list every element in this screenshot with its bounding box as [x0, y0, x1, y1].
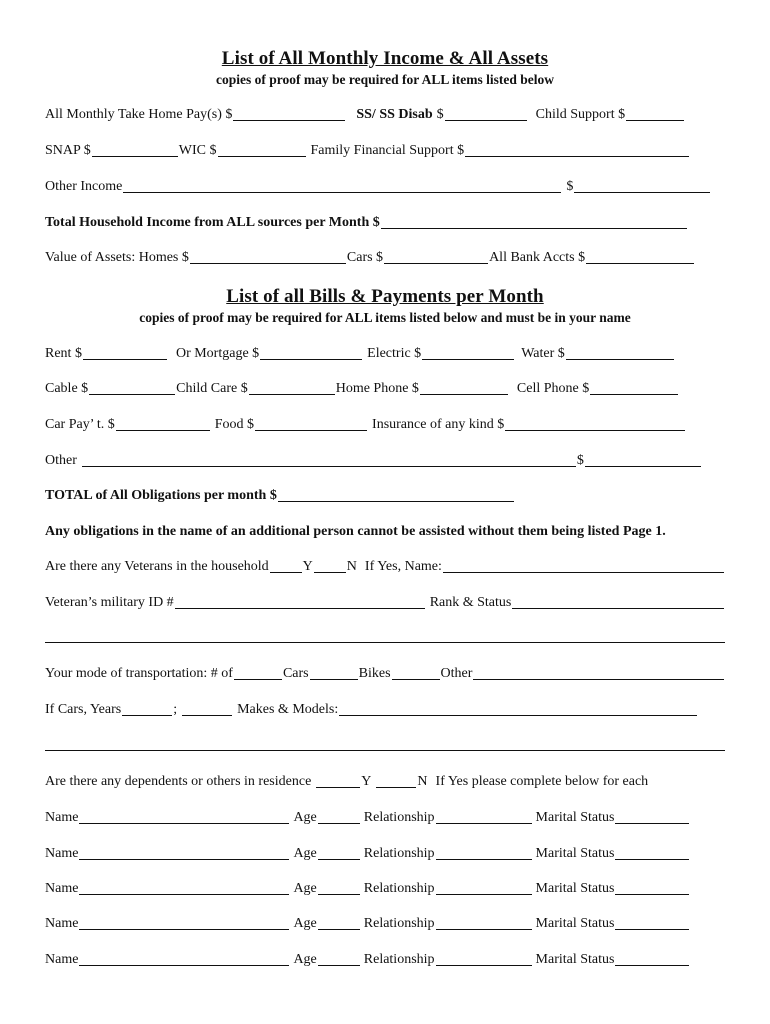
dependent-age-label: Age [293, 846, 317, 861]
cars-extra-line[interactable] [45, 750, 725, 751]
dependent-marital-status-field[interactable] [615, 915, 689, 930]
dependent-age-field[interactable] [318, 809, 360, 824]
dependent-relationship-label: Relationship [363, 810, 435, 825]
dependent-marital-status-field[interactable] [615, 880, 689, 895]
dependent-age-field[interactable] [318, 951, 360, 966]
bikes-count-field[interactable] [310, 665, 358, 680]
income-row-5 [45, 248, 725, 266]
dependent-marital-status-label: Marital Status [535, 810, 615, 825]
wic-label: WIC $ [178, 143, 217, 158]
income-row-1 [45, 105, 725, 123]
income-title: List of All Monthly Income & All Assets [221, 48, 549, 69]
home-phone-label: Home Phone $ [335, 381, 419, 396]
dependent-name-field[interactable] [79, 951, 289, 966]
veterans-no-label: N [346, 559, 357, 574]
dependents-question: Are there any dependents or others in residence [45, 774, 312, 789]
dependent-marital-status-label: Marital Status [535, 916, 615, 931]
obligations-notice-row [45, 522, 725, 540]
dependent-age-field[interactable] [318, 915, 360, 930]
assets-bank-field[interactable] [586, 249, 694, 264]
veterans-if-yes-label: If Yes, Name: [364, 559, 442, 574]
electric-field[interactable] [422, 345, 514, 360]
mortgage-label: Or Mortgage $ [175, 346, 260, 361]
dependent-name-label: Name [45, 846, 79, 861]
mortgage-field[interactable] [260, 345, 362, 360]
total-obligations-field[interactable] [278, 487, 514, 502]
dependent-relationship-label: Relationship [363, 881, 435, 896]
military-id-field[interactable] [175, 594, 425, 609]
veterans-yes-field[interactable] [270, 558, 302, 573]
child-care-field[interactable] [249, 380, 335, 395]
veterans-no-field[interactable] [314, 558, 346, 573]
other-income-label: Other Income [45, 179, 123, 194]
income-subtitle: copies of proof may be required for ALL items listed below [216, 72, 554, 87]
dependent-age-label: Age [293, 810, 317, 825]
veteran-name-field[interactable] [443, 558, 724, 573]
transport-other-field[interactable] [473, 665, 724, 680]
dependent-relationship-label: Relationship [363, 916, 435, 931]
bills-title: List of all Bills & Payments per Month [226, 286, 544, 307]
dependent-age-field[interactable] [318, 845, 360, 860]
insurance-field[interactable] [505, 416, 685, 431]
dependent-relationship-field[interactable] [436, 809, 532, 824]
dependent-name-field[interactable] [79, 880, 289, 895]
dependents-no-field[interactable] [376, 773, 416, 788]
dependent-row [45, 914, 725, 932]
income-row-4 [45, 213, 725, 231]
veteran-extra-line[interactable] [45, 642, 725, 643]
cars-label: Cars [282, 666, 309, 681]
bills-row-5 [45, 486, 725, 504]
total-obligations-label: TOTAL of All Obligations per month $ [45, 488, 277, 503]
bills-row-3 [45, 415, 725, 433]
cars-details-row [45, 700, 725, 718]
transportation-label: Your mode of transportation: # of [45, 666, 233, 681]
dependent-name-label: Name [45, 952, 79, 967]
total-household-label: Total Household Income from ALL sources per Month $ [45, 215, 380, 230]
dependent-age-field[interactable] [318, 880, 360, 895]
home-phone-field[interactable] [420, 380, 508, 395]
bills-row-2 [45, 379, 725, 397]
other-income-dollar: $ [566, 179, 574, 194]
dependent-relationship-field[interactable] [436, 915, 532, 930]
cable-label: Cable $ [45, 381, 89, 396]
dependent-relationship-label: Relationship [363, 846, 435, 861]
other-count-field[interactable] [392, 665, 440, 680]
dependent-name-label: Name [45, 810, 79, 825]
bills-row-4 [45, 451, 725, 469]
veteran-id-row [45, 593, 725, 611]
rent-label: Rent $ [45, 346, 82, 361]
car-payment-label: Car Pay’ t. $ [45, 417, 115, 432]
snap-label: SNAP $ [45, 143, 91, 158]
dependents-no-label: N [417, 774, 428, 789]
food-label: Food $ [214, 417, 255, 432]
other-income-field[interactable] [123, 178, 561, 193]
family-support-label: Family Financial Support $ [310, 143, 465, 158]
cars-count-field[interactable] [234, 665, 282, 680]
cable-field[interactable] [89, 380, 175, 395]
car-years-field-2[interactable] [182, 701, 232, 716]
dependent-row [45, 808, 725, 826]
family-support-field[interactable] [465, 142, 689, 157]
dependent-age-label: Age [293, 952, 317, 967]
dependent-relationship-field[interactable] [436, 845, 532, 860]
dependent-marital-status-field[interactable] [615, 845, 689, 860]
dependent-marital-status-label: Marital Status [535, 881, 615, 896]
rent-field[interactable] [83, 345, 167, 360]
car-years-separator: ; [173, 702, 178, 717]
other-income-amount-field[interactable] [574, 178, 710, 193]
insurance-label: Insurance of any kind $ [372, 417, 505, 432]
dependent-name-label: Name [45, 881, 79, 896]
dependent-marital-status-field[interactable] [615, 809, 689, 824]
take-home-pay-field[interactable] [233, 106, 345, 121]
child-support-label: Child Support $ [535, 107, 626, 122]
ss-disab-label: SS/ SS Disab [356, 107, 433, 122]
child-care-label: Child Care $ [176, 381, 248, 396]
income-row-2 [45, 141, 725, 159]
veterans-yes-label: Y [302, 559, 313, 574]
rank-status-label: Rank & Status [429, 595, 512, 610]
obligations-notice: Any obligations in the name of an additional person cannot be assisted without them being listed Page 1. [45, 524, 666, 539]
dependent-marital-status-field[interactable] [615, 951, 689, 966]
food-field[interactable] [255, 416, 367, 431]
dependent-relationship-field[interactable] [436, 880, 532, 895]
transportation-row [45, 664, 725, 682]
car-years-field[interactable] [122, 701, 172, 716]
other-bills-amount-field[interactable] [585, 452, 701, 467]
dependents-instruction: If Yes please complete below for each [435, 774, 649, 789]
income-row-3 [45, 177, 725, 195]
other-bills-field[interactable] [82, 452, 576, 467]
dependent-marital-status-label: Marital Status [535, 952, 615, 967]
makes-models-field[interactable] [339, 701, 697, 716]
dependents-row [45, 772, 725, 790]
assets-homes-label: Value of Assets: Homes $ [45, 250, 189, 265]
dependent-name-label: Name [45, 916, 79, 931]
if-cars-years-label: If Cars, Years [45, 702, 122, 717]
bills-subtitle: copies of proof may be required for ALL items listed below and must be in your name [139, 310, 631, 325]
assets-bank-label: All Bank Accts $ [489, 250, 586, 265]
makes-models-label: Makes & Models: [237, 702, 339, 717]
bills-row-1 [45, 344, 725, 362]
dependent-name-field[interactable] [79, 915, 289, 930]
bikes-label: Bikes [358, 666, 391, 681]
water-label: Water $ [521, 346, 565, 361]
veterans-row [45, 557, 725, 575]
military-id-label: Veteran’s military ID # [45, 595, 174, 610]
other-bills-label: Other [45, 453, 77, 468]
dependent-row [45, 950, 725, 968]
assets-cars-label: Cars $ [346, 250, 384, 265]
rank-status-field[interactable] [512, 594, 724, 609]
wic-field[interactable] [218, 142, 306, 157]
take-home-pay-label: All Monthly Take Home Pay(s) $ [45, 107, 233, 122]
other-bills-dollar: $ [576, 453, 584, 468]
cell-phone-field[interactable] [590, 380, 678, 395]
snap-field[interactable] [92, 142, 178, 157]
dependent-row [45, 844, 725, 862]
dependent-relationship-field[interactable] [436, 951, 532, 966]
veterans-question: Are there any Veterans in the household [45, 559, 269, 574]
total-household-field[interactable] [381, 214, 687, 229]
dependent-name-field[interactable] [79, 845, 289, 860]
electric-label: Electric $ [367, 346, 422, 361]
child-support-field[interactable] [626, 106, 684, 121]
assets-cars-field[interactable] [384, 249, 488, 264]
dependent-age-label: Age [293, 881, 317, 896]
ss-disab-field[interactable] [445, 106, 527, 121]
ss-disab-dollar: $ [436, 107, 444, 122]
transport-other-label: Other [440, 666, 473, 681]
dependent-marital-status-label: Marital Status [535, 846, 615, 861]
cell-phone-label: Cell Phone $ [516, 381, 590, 396]
dependent-name-field[interactable] [79, 809, 289, 824]
water-field[interactable] [566, 345, 674, 360]
dependent-relationship-label: Relationship [363, 952, 435, 967]
assets-homes-field[interactable] [190, 249, 346, 264]
dependents-yes-field[interactable] [316, 773, 360, 788]
dependent-row [45, 879, 725, 897]
dependent-age-label: Age [293, 916, 317, 931]
dependents-yes-label: Y [361, 774, 372, 789]
car-payment-field[interactable] [116, 416, 210, 431]
